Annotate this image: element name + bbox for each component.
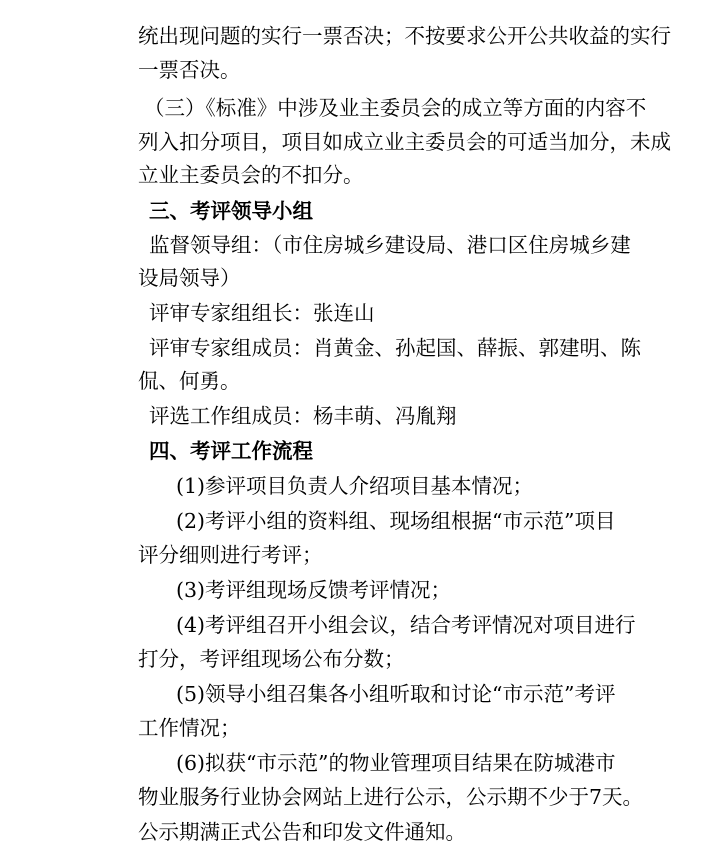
- body-text-line: （三）《标准》中涉及业主委员会的成立等方面的内容不: [144, 96, 647, 120]
- body-text-line: 打分，考评组现场公布分数；: [138, 647, 405, 671]
- body-text-line: (2)考评小组的资料组、现场组根据“市示范”项目: [176, 509, 616, 533]
- body-text-line: (1)参评项目负责人介绍项目基本情况；: [176, 474, 534, 498]
- body-text-line: (6)拟获“市示范”的物业管理项目结果在防城港市: [176, 751, 616, 775]
- body-text-line: 评审专家组组长：张连山: [149, 301, 375, 325]
- body-text-line: 设局领导）: [138, 266, 241, 290]
- body-text-line: 列入扣分项目，项目如成立业主委员会的可适当加分，未成: [138, 130, 671, 154]
- body-text-line: 工作情况；: [138, 716, 241, 740]
- body-text-line: 立业主委员会的不扣分。: [138, 163, 364, 187]
- body-text-line: (4)考评组召开小组会议，结合考评情况对项目进行: [176, 613, 636, 637]
- body-text-line: 统出现问题的实行一票否决；不按要求公开公共收益的实行: [138, 24, 671, 48]
- section-heading: 三、考评领导小组: [149, 199, 313, 223]
- body-text-line: (5)领导小组召集各小组听取和讨论“市示范”考评: [176, 682, 616, 706]
- body-text-line: 一票否决。: [138, 58, 241, 82]
- body-text-line: 评选工作组成员：杨丰萌、冯胤翔: [149, 404, 457, 428]
- section-heading: 四、考评工作流程: [149, 439, 313, 463]
- body-text-line: 评分细则进行考评；: [138, 543, 323, 567]
- body-text-line: 侃、何勇。: [138, 369, 241, 393]
- body-text-line: (3)考评组现场反馈考评情况；: [176, 578, 452, 602]
- body-text-line: 公示期满正式公告和印发文件通知。: [138, 820, 466, 844]
- body-text-line: 监督领导组：（市住房城乡建设局、港口区住房城乡建: [149, 233, 631, 257]
- body-text-line: 评审专家组成员：肖黄金、孙起国、薛振、郭建明、陈: [149, 336, 641, 360]
- body-text-line: 物业服务行业协会网站上进行公示，公示期不少于7天。: [138, 785, 644, 809]
